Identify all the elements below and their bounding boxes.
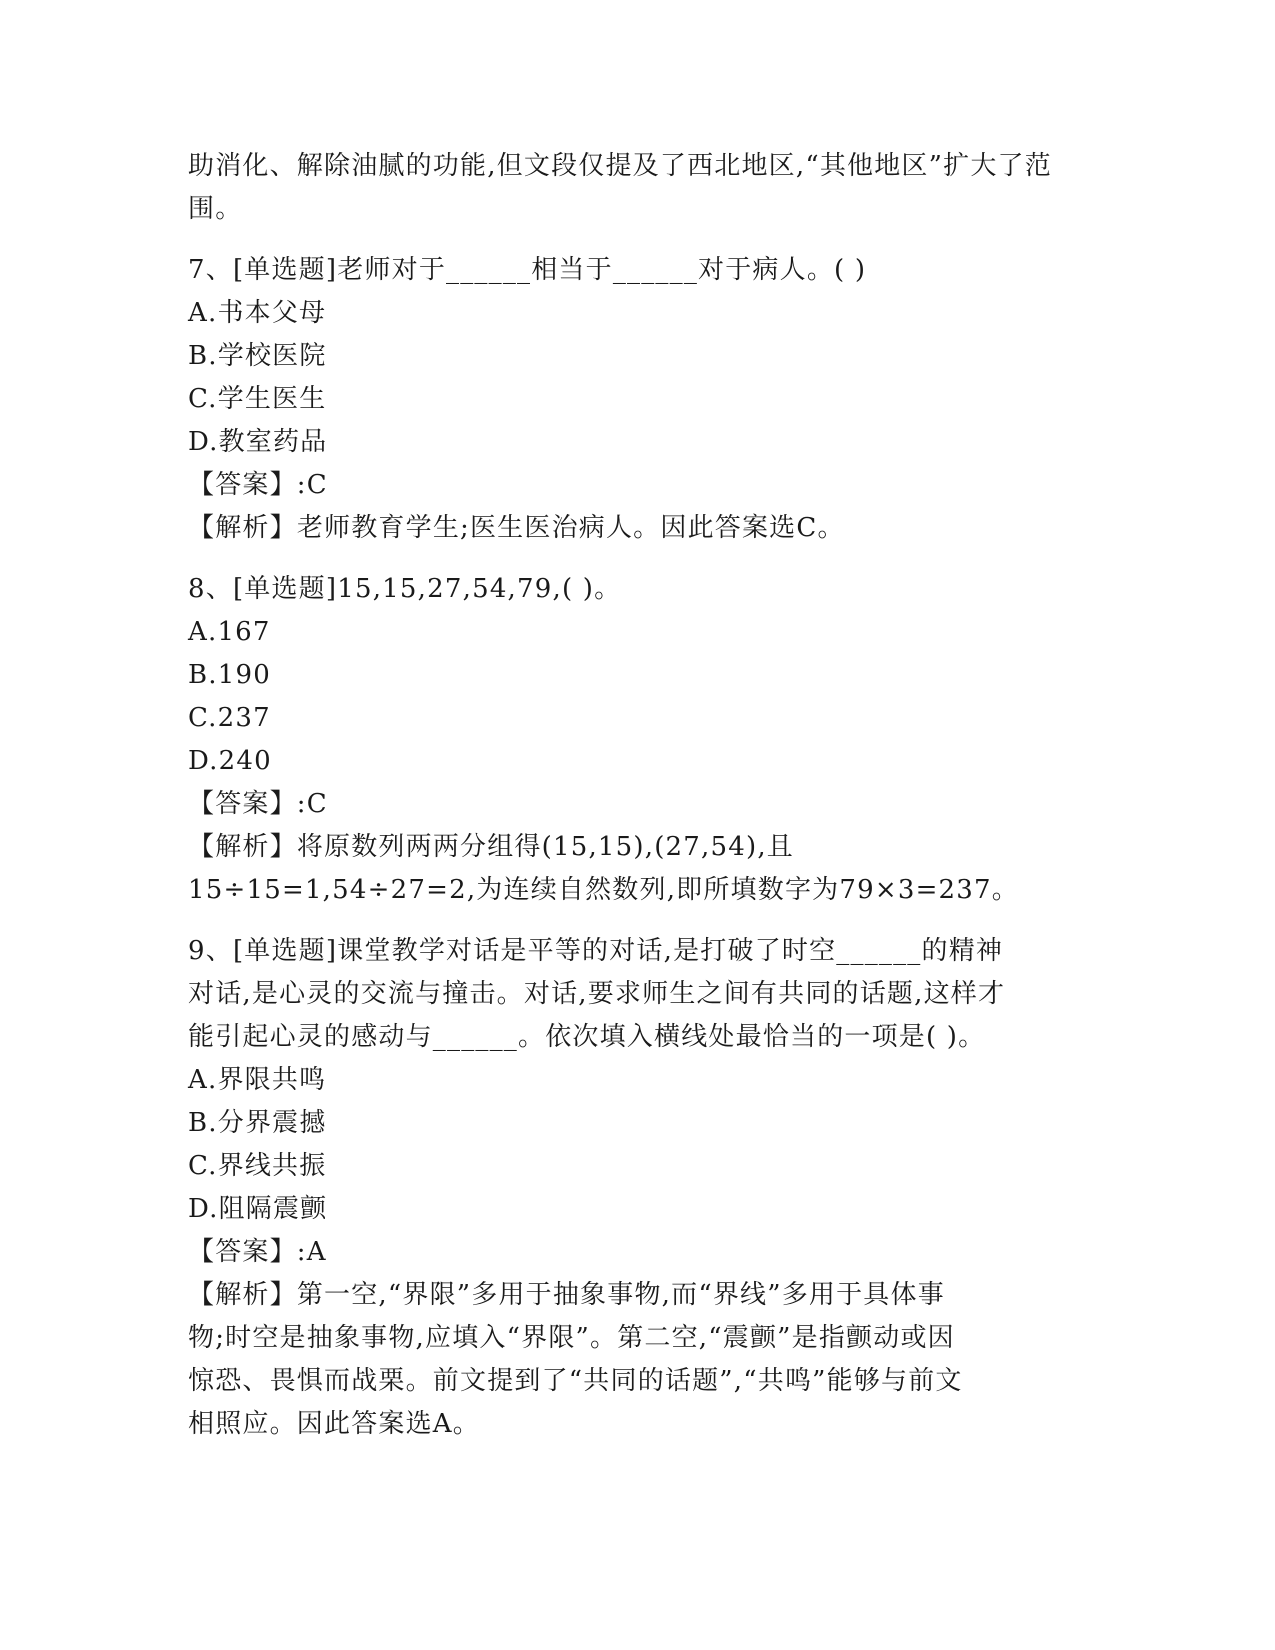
answer-label: 【答案】: bbox=[188, 1237, 307, 1267]
analysis-text: 将原数列两两分组得(15,15),(27,54),且 bbox=[296, 832, 794, 862]
option-d: D.阻隔震颤 bbox=[188, 1194, 328, 1224]
answer-value: C bbox=[306, 470, 328, 500]
analysis-line bbox=[188, 507, 1078, 550]
option-a: A.书本父母 bbox=[188, 298, 327, 328]
option-d: D.教室药品 bbox=[188, 427, 328, 457]
option-c: C.界线共振 bbox=[188, 1151, 327, 1181]
analysis-text: 第一空,“界限”多用于抽象事物,而“界线”多用于具体事 bbox=[296, 1280, 945, 1310]
option-c: C.学生医生 bbox=[188, 384, 327, 414]
question-title-line-2: 对话,是心灵的交流与撞击。对话,要求师生之间有共同的话题,这样才 bbox=[188, 979, 1006, 1009]
analysis-label: 【解析】 bbox=[188, 1280, 297, 1310]
answer-line bbox=[188, 783, 1078, 826]
answer-line bbox=[188, 464, 1078, 507]
analysis-line-1 bbox=[188, 1274, 1078, 1317]
answer-label: 【答案】: bbox=[188, 789, 307, 819]
question-9 bbox=[188, 930, 1078, 1446]
analysis-line-2: 物;时空是抽象事物,应填入“界限”。第二空,“震颤”是指颤动或因 bbox=[188, 1323, 955, 1353]
question-8 bbox=[188, 568, 1078, 912]
option-b: B.学校医院 bbox=[188, 341, 327, 371]
answer-line bbox=[188, 1231, 1078, 1274]
analysis-line bbox=[188, 826, 1078, 869]
analysis-line-3: 惊恐、畏惧而战栗。前文提到了“共同的话题”,“共鸣”能够与前文 bbox=[188, 1366, 963, 1396]
question-7 bbox=[188, 249, 1078, 550]
answer-value: C bbox=[306, 789, 328, 819]
answer-label: 【答案】: bbox=[188, 470, 307, 500]
option-a: A.界限共鸣 bbox=[188, 1065, 327, 1095]
analysis-label: 【解析】 bbox=[188, 832, 297, 862]
analysis-line-4: 相照应。因此答案选A。 bbox=[188, 1409, 480, 1439]
analysis-continuation: 15÷15=1,54÷27=2,为连续自然数列,即所填数字为79×3=237。 bbox=[188, 875, 1019, 905]
document-content bbox=[188, 145, 1078, 1446]
option-b: B.190 bbox=[188, 660, 271, 690]
option-a: A.167 bbox=[188, 617, 271, 647]
option-b: B.分界震撼 bbox=[188, 1108, 327, 1138]
analysis-text: 老师教育学生;医生医治病人。因此答案选C。 bbox=[296, 513, 845, 543]
question-title: 7、[单选题]老师对于______相当于______对于病人。( ) bbox=[188, 255, 867, 285]
intro-tail-paragraph: 助消化、解除油腻的功能,但文段仅提及了西北地区,“其他地区”扩大了范围。 bbox=[188, 151, 1052, 224]
option-c: C.237 bbox=[188, 703, 271, 733]
question-title-line-1: 9、[单选题]课堂教学对话是平等的对话,是打破了时空______的精神 bbox=[188, 936, 1004, 966]
answer-value: A bbox=[306, 1237, 327, 1267]
question-title: 8、[单选题]15,15,27,54,79,( )。 bbox=[188, 574, 622, 604]
question-title-line-3: 能引起心灵的感动与______。依次填入横线处最恰当的一项是( )。 bbox=[188, 1022, 986, 1052]
option-d: D.240 bbox=[188, 746, 272, 776]
analysis-label: 【解析】 bbox=[188, 513, 297, 543]
